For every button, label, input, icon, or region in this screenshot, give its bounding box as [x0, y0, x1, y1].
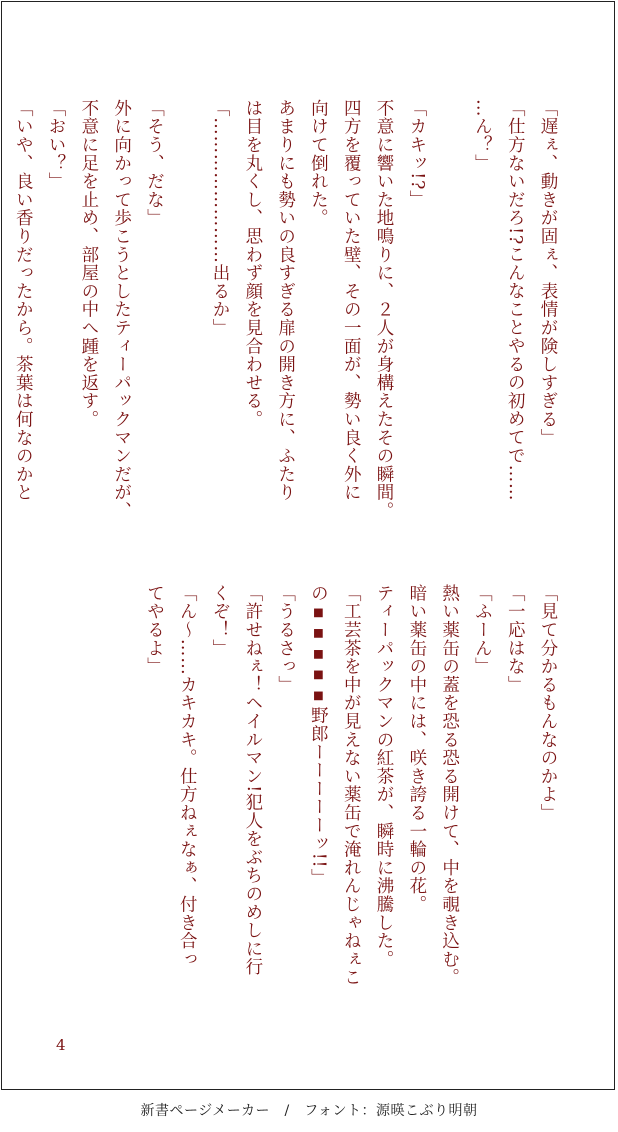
text-line: 「そう、だな」 — [144, 99, 165, 228]
text-line — [433, 99, 466, 525]
text-line: 不意に足を止め、部屋の中へ踵を返す。 — [78, 99, 99, 429]
text-line: 「一応はな」 — [505, 584, 526, 694]
text-line: 不意に響いた地鳴りに、２人が身構えたその瞬間。 — [374, 99, 395, 520]
text-line: 「見て分かるもんなのかよ」 — [538, 584, 558, 822]
text-line: 「うるさっ」 — [275, 584, 296, 694]
text-line: 「カキッ!?」 — [406, 99, 427, 209]
text-line: あまりにも勢いの良すぎる扉の開き方に、ふたり — [275, 99, 296, 502]
text-line: くぞ！」 — [210, 584, 231, 658]
text-line: 「おい？」 — [46, 99, 67, 191]
text-line: てやるよ」 — [144, 584, 165, 676]
text-line: は目を丸くし、思わず顔を見合わせる。 — [242, 99, 263, 429]
text-line: 「……………………出るか」 — [210, 99, 231, 337]
text-line: 「いや、良い香りだったから。茶葉は何なのかと — [13, 99, 34, 502]
text-line: 「工芸茶を中が見えない薬缶で淹れんじゃねぇこ — [341, 584, 362, 987]
text-column-top — [0, 99, 564, 525]
text-line: 向けて倒れた。 — [308, 99, 329, 228]
text-column-bottom — [138, 584, 564, 1010]
text-line: 「仕方ないだろ!?こんなことやるの初めてで…… — [505, 99, 526, 502]
text-line: 「ふーん」 — [472, 584, 493, 676]
footer-credit: 新書ページメーカー / フォント：源暎こぶり明朝 — [140, 1103, 478, 1119]
text-line: 「許せねぇ！ヘイルマン!犯人をぶちのめしに行 — [242, 584, 263, 977]
text-line: 暗い薬缶の中には、咲き誇る一輪の花。 — [406, 584, 427, 914]
text-line — [170, 99, 203, 525]
manuscript-page — [1, 1, 615, 1090]
text-line: 「ん～……カキカキ。仕方ねぇなぁ、付き合っ — [177, 584, 198, 969]
text-line: 外に向かって歩こうとしたティーパックマンだが、 — [111, 99, 132, 520]
text-line: の▪▪▪▪▪野郎ーーーーーッ!!」 — [308, 584, 329, 887]
text-line: 「遅ぇ、動きが固ぇ、表情が険しすぎる」 — [538, 99, 558, 447]
page-number: 4 — [56, 1036, 66, 1054]
text-line: 四方を覆っていた壁、その一面が、勢い良く外に — [341, 99, 362, 502]
text-line: ティーパックマンの紅茶が、瞬時に沸騰した。 — [374, 584, 395, 969]
text-line: …ん？」 — [472, 99, 493, 173]
text-line: 熱い薬缶の蓋を恐る恐る開けて、中を覗き込む。 — [439, 584, 460, 987]
